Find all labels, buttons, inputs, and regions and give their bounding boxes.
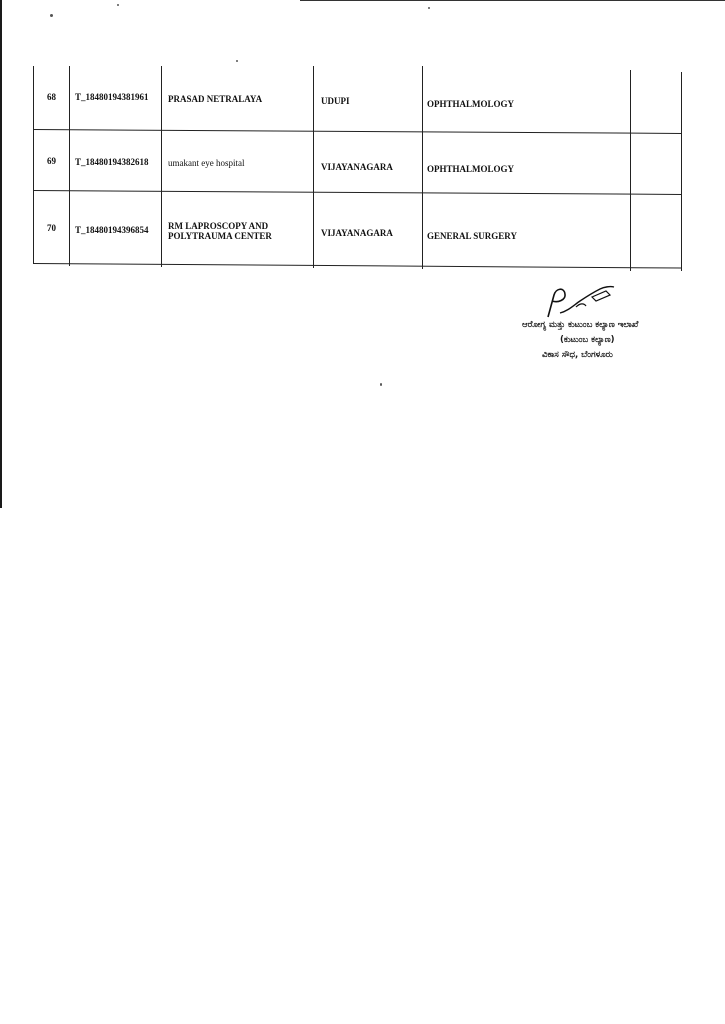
- row-divider: [33, 190, 682, 195]
- table-cell-specialty: OPHTHALMOLOGY: [427, 99, 515, 109]
- hospital-table: [33, 66, 682, 271]
- table-border-left: [33, 66, 34, 264]
- scan-speck: [117, 4, 119, 6]
- scan-speck: [236, 60, 238, 62]
- row-divider: [33, 129, 682, 134]
- office-seal-stamp: [520, 315, 660, 365]
- column-divider: [161, 66, 162, 267]
- table-cell-sl-no: 69: [47, 156, 56, 166]
- table-cell-sl-no: 70: [47, 223, 56, 233]
- column-divider: [422, 66, 423, 269]
- table-cell-district: VIJAYANAGARA: [321, 162, 393, 172]
- table-cell-hospital: RM LAPROSCOPY AND POLYTRAUMA CENTER: [168, 221, 272, 241]
- table-cell-hospital: umakant eye hospital: [168, 158, 245, 168]
- table-cell-hospital: PRASAD NETRALAYA: [168, 94, 263, 104]
- scan-border-top: [300, 0, 725, 1]
- table-cell-sl-no: 68: [47, 92, 56, 102]
- table-cell-code: T_18480194381961: [75, 92, 149, 102]
- scan-speck: [428, 7, 430, 9]
- seal-line-1: ಆರೋಗ್ಯ ಮತ್ತು ಕುಟುಂಬ ಕಲ್ಯಾಣ ಇಲಾಖೆ: [522, 320, 639, 330]
- column-divider: [69, 66, 70, 266]
- table-cell-district: UDUPI: [321, 96, 350, 106]
- scan-speck: [50, 14, 53, 17]
- table-border-right: [681, 72, 682, 271]
- table-cell-specialty: OPHTHALMOLOGY: [427, 164, 515, 174]
- seal-line-3: ವಿಕಾಸ ಸೌಧ, ಬೆಂಗಳೂರು: [542, 350, 613, 360]
- table-cell-code: T_18480194396854: [75, 225, 149, 235]
- column-divider: [313, 66, 314, 268]
- column-divider: [630, 70, 631, 271]
- scan-border-left: [0, 0, 2, 508]
- scan-speck: [380, 383, 382, 386]
- table-border-bottom: [33, 263, 682, 269]
- table-cell-specialty: GENERAL SURGERY: [427, 231, 517, 241]
- table-cell-district: VIJAYANAGARA: [321, 228, 393, 238]
- table-cell-code: T_18480194382618: [75, 157, 149, 167]
- seal-line-2: (ಕುಟುಂಬ ಕಲ್ಯಾಣ): [560, 335, 615, 345]
